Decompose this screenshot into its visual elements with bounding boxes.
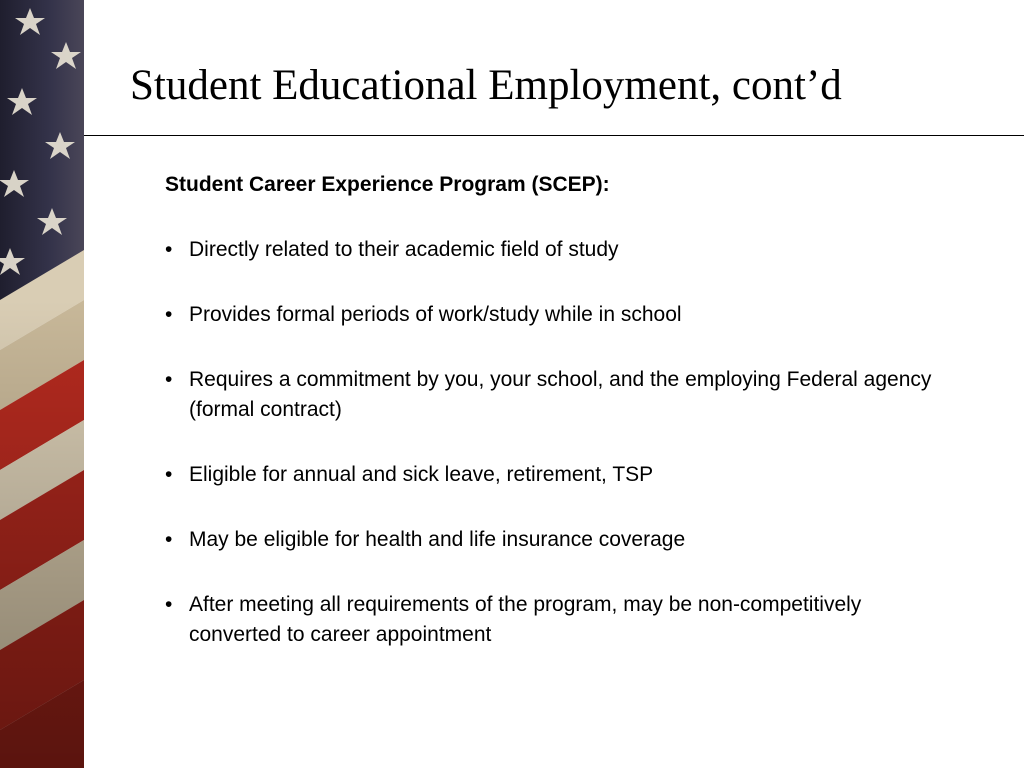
- bullet-icon: •: [165, 368, 173, 391]
- bullet-text: After meeting all requirements of the program, may be non-competitively converted to career appointment: [189, 593, 862, 646]
- bullet-text: Directly related to their academic field of study: [189, 238, 619, 261]
- title-divider: [84, 135, 1024, 136]
- bullet-icon: •: [165, 463, 173, 486]
- list-item: [165, 525, 955, 555]
- bullet-icon: •: [165, 528, 173, 551]
- slide-title: Student Educational Employment, cont’d: [130, 62, 842, 109]
- section-heading: Student Career Experience Program (SCEP):: [165, 173, 610, 196]
- bullet-icon: •: [165, 238, 173, 261]
- list-item: [165, 460, 955, 490]
- bullet-text: Eligible for annual and sick leave, retirement, TSP: [189, 463, 654, 486]
- list-item: [165, 300, 955, 330]
- slide-body: [165, 170, 955, 650]
- bullet-icon: •: [165, 593, 173, 616]
- list-item: [165, 590, 955, 650]
- bullet-list: [165, 235, 955, 650]
- flag-image: [0, 0, 84, 768]
- bullet-text: Provides formal periods of work/study while in school: [189, 303, 682, 326]
- bullet-icon: •: [165, 303, 173, 326]
- list-item: [165, 365, 955, 425]
- list-item: [165, 235, 955, 265]
- bullet-text: May be eligible for health and life insurance coverage: [189, 528, 686, 551]
- bullet-text: Requires a commitment by you, your school, and the employing Federal agency (formal contract): [189, 368, 932, 421]
